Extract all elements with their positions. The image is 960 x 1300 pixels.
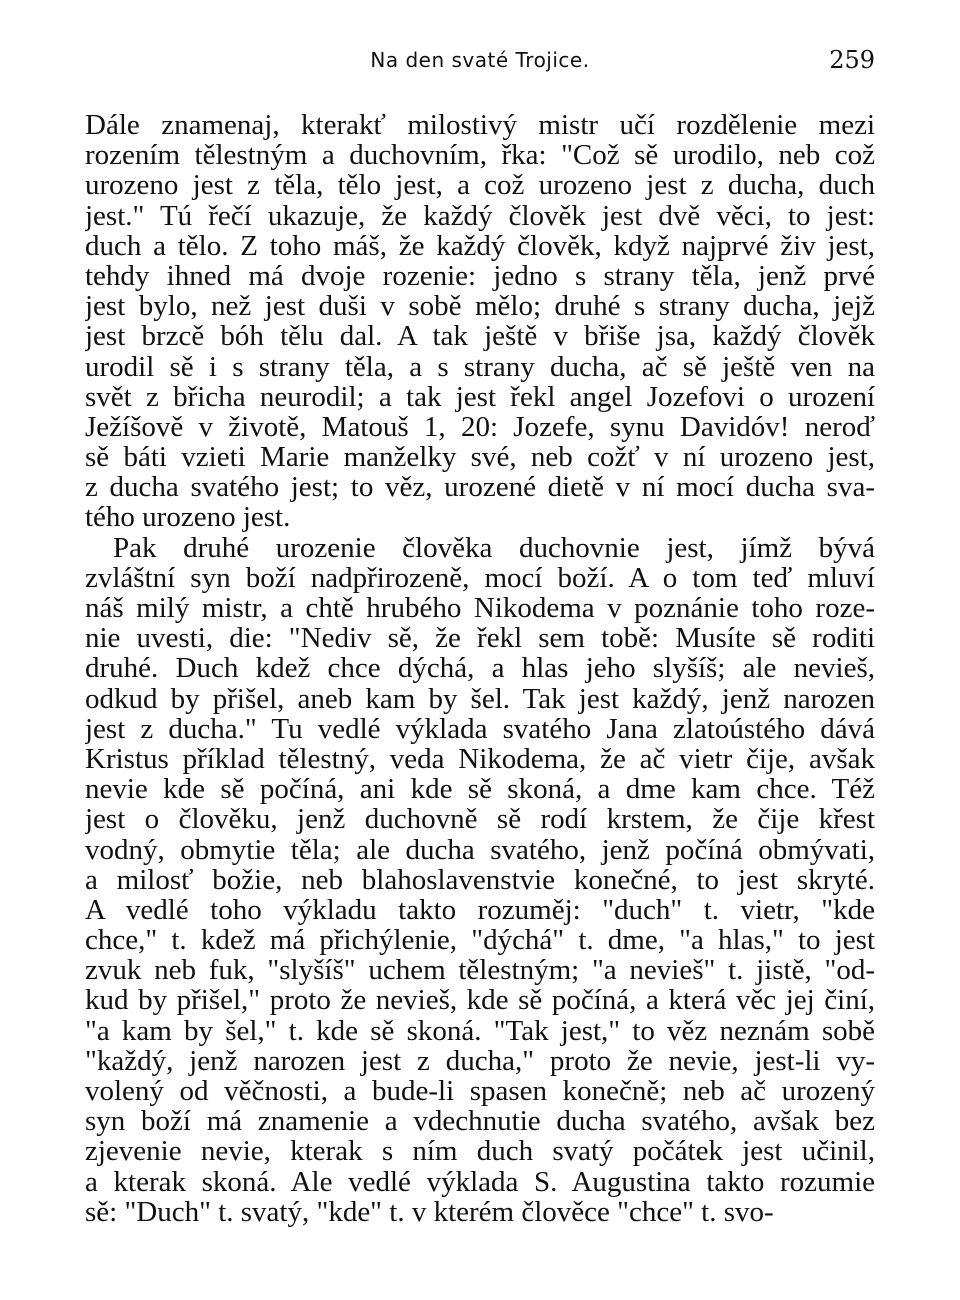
text-line: sě: "Duch" t. svatý, "kde" t. v kterém člověce "chce" t. svo- [85,1196,774,1227]
paragraph [85,533,875,1227]
text-line: rozením tělestným a duchovním, řka: "Což sě urodilo, neb což [85,140,875,171]
text-line: náš milý mistr, a chtě hrubého Nikodema v poznánie toho roze- [85,593,875,624]
text-line: vodný, obmytie těla; ale ducha svatého, jenž počíná obmývati, [85,834,875,865]
text-line: volený od věčnosti, a bude-li spasen konečně; neb ač urozený [85,1076,875,1107]
text-line: zvuk neb fuk, "slyšíš" uchem tělestným; "a nevieš" t. jistě, "od- [85,955,875,986]
running-title: Na den svaté Trojice. [370,48,590,72]
text-line: z ducha svatého jest; to věz, urozené dietě v ní mocí ducha sva- [85,472,875,503]
text-line: a kterak skoná. Ale vedlé výklada S. Augustina takto rozumie [85,1166,875,1197]
text-line: urozeno jest z těla, tělo jest, a což urozeno jest z ducha, duch [85,170,875,201]
text-line: Ježíšově v životě, Matouš 1, 20: Jozefe, synu Davidóv! neroď [85,411,875,443]
text-line: "každý, jenž narozen jest z ducha," proto že nevie, jest-li vy- [85,1045,875,1076]
text-line: tehdy ihned má dvoje rozenie: jedno s strany těla, jenž prvé [85,260,875,292]
text-line: jest brzcě bóh tělu dal. A tak ještě v břiše jsa, každý člověk [85,321,875,352]
text-line: duch a tělo. Z toho máš, že každý člověk, když najprvé živ jest, [85,230,875,261]
text-line: nie uvesti, die: "Nediv sě, že řekl sem tobě: Musíte sě roditi [85,623,875,654]
page-header [85,40,875,80]
page-number: 259 [829,46,875,74]
text-line: zjevenie nevie, kterak s ním duch svatý počátek jest učinil, [85,1136,875,1167]
text-line: Pak druhé urozenie člověka duchovnie jest, jímž bývá [113,532,875,563]
text-line: urodil sě i s strany těla, a s strany ducha, ač sě ještě ven na [85,351,875,382]
text-line: zvláštní syn boží nadpřirozeně, mocí boží. A o tom teď mluví [85,562,875,593]
text-line: Kristus příklad tělestný, veda Nikodema, že ač vietr čije, avšak [85,743,875,775]
text-line: a milosť božie, neb blahoslavenstvie konečné, to jest skryté. [85,864,875,895]
text-line: Dále znamenaj, kterakť milostivý mistr učí rozdělenie mezi [85,110,875,141]
body-text [85,110,875,1227]
text-line: chce," t. kdež má přichýlenie, "dýchá" t. dme, "a hlas," to jest [85,925,875,956]
text-line: jest o člověku, jenž duchovně sě rodí krstem, že čije křest [85,804,875,835]
text-line: syn boží má znamenie a vdechnutie ducha svatého, avšak bez [85,1106,875,1137]
text-line: kud by přišel," proto že nevieš, kde sě počíná, a která věc jej činí, [85,985,875,1016]
text-line: druhé. Duch kdež chce dýchá, a hlas jeho slyšíš; ale nevieš, [85,653,875,684]
text-line: svět z břicha neurodil; a tak jest řekl angel Jozefovi o urození [85,381,875,412]
text-line: jest z ducha." Tu vedlé výklada svatého Jana zlatoústého dává [85,713,875,744]
text-line: odkud by přišel, aneb kam by šel. Tak jest každý, jenž narozen [85,683,875,714]
text-line: nevie kde sě počíná, ani kde sě skoná, a dme kam chce. Též [85,774,875,805]
paragraph [85,110,875,533]
text-line: A vedlé toho výkladu takto rozuměj: "duch" t. vietr, "kde [85,894,875,926]
text-line: tého urozeno jest. [85,502,291,533]
text-line: jest bylo, než jest duši v sobě mělo; druhé s strany ducha, jejž [85,291,875,322]
text-line: jest." Tú řečí ukazuje, že každý člověk jest dvě věci, to jest: [85,200,875,231]
paragraph-container [85,110,875,1227]
text-line: sě báti vzieti Marie manželky své, neb cožť v ní urozeno jest, [85,442,875,473]
text-line: "a kam by šel," t. kde sě skoná. "Tak jest," to věz neznám sobě [85,1015,875,1046]
